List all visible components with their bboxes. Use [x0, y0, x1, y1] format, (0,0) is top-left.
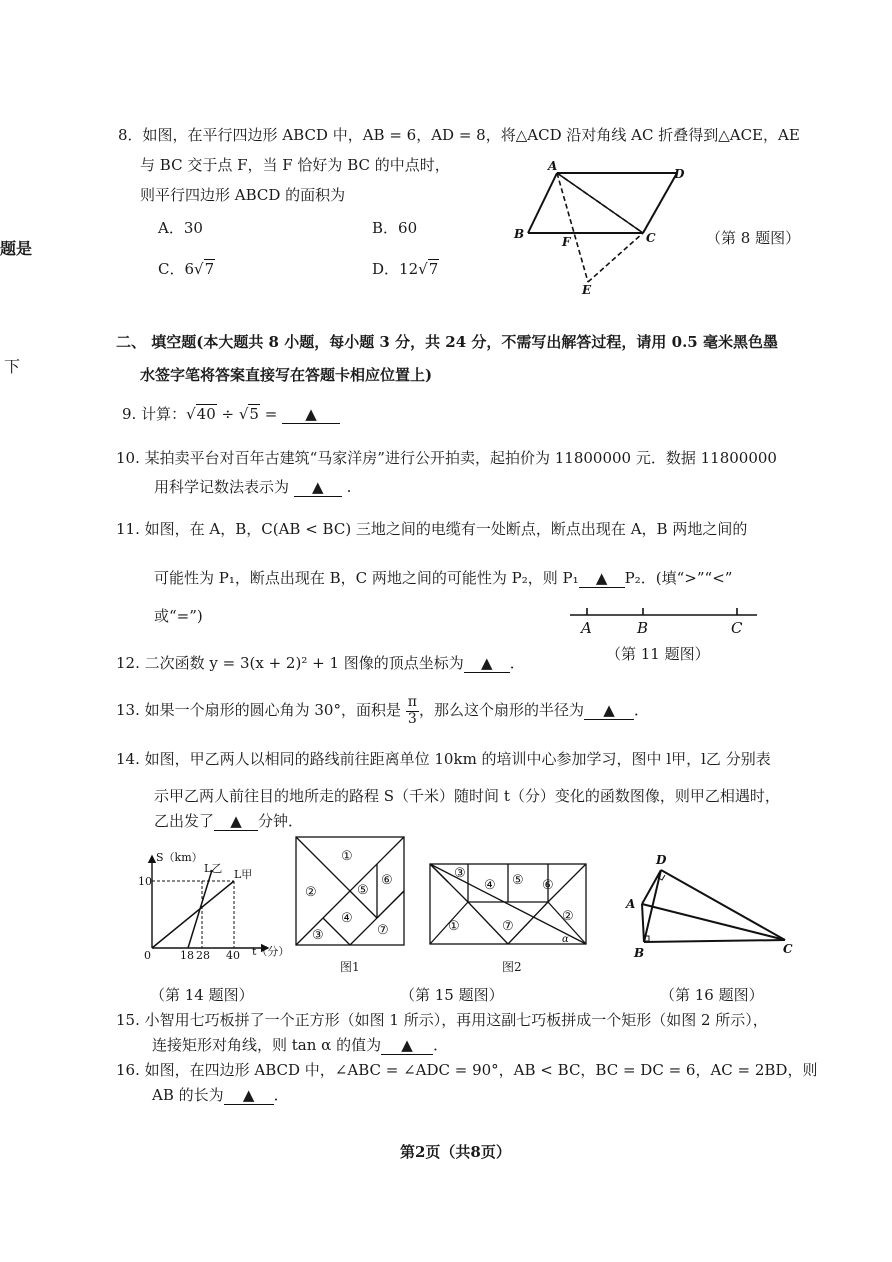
q9: 9. 计算：√40 ÷ √5 = ▲ — [122, 403, 340, 424]
q16-edge-ad — [642, 870, 661, 904]
q15-fig2-piece-3: ③ — [454, 866, 466, 881]
q8-dashed-ce — [588, 233, 643, 282]
q14-x-tick-0: 0 — [144, 949, 151, 962]
q15-line2-post: ． — [433, 1036, 449, 1054]
q11-label-c: C — [731, 619, 743, 637]
q12-answer-blank[interactable]: ▲ — [464, 654, 510, 673]
q8-option-c-prefix: C．6 — [158, 260, 195, 278]
q16-edge-bc — [644, 940, 785, 942]
q10-line1: 10. 某拍卖平台对百年古建筑“马家洋房”进行公开拍卖，起拍价为 11800000 元．数据 11800000 — [116, 449, 777, 467]
q15-fig2-piece-1: ① — [448, 919, 460, 934]
q15-fig1-piece-6: ⑥ — [381, 873, 393, 888]
q11-figure — [565, 603, 765, 643]
q8-option-c-radicand: 7 — [204, 260, 215, 278]
q8-label-a: A — [548, 159, 558, 173]
q13-frac-num: π — [407, 694, 417, 711]
q11-line3: 或“=”) — [154, 607, 203, 625]
q16-label-d: D — [656, 853, 667, 867]
q15-fig2-piece-4: ④ — [484, 878, 496, 893]
edge-fragment-2: 下 — [4, 357, 21, 376]
q15-fig1-piece-4: ④ — [341, 911, 353, 926]
q15-alpha: α — [562, 934, 569, 945]
q8-label-f: F — [562, 235, 571, 249]
q14-line2: 示甲乙两人前往目的地所走的路程 S（千米）随时间 t（分）变化的函数图像，则甲乙相遇时， — [154, 787, 780, 805]
q16-answer-blank[interactable]: ▲ — [224, 1086, 274, 1105]
q10-answer-blank[interactable]: ▲ — [294, 478, 342, 497]
q16-edge-dc — [661, 870, 785, 940]
q11-line1: 11. 如图，在 A，B，C(AB < BC) 三地之间的电缆有一处断点，断点出现在 A，B 两地之间的 — [116, 520, 748, 538]
section2-heading-line1: 二、 填空题(本大题共 8 小题，每小题 3 分，共 24 分，不需写出解答过程，请用 0.5 毫米黑色墨 — [116, 333, 778, 351]
q8-edge-ab — [528, 173, 557, 233]
q15-fig2-label: 图2 — [502, 960, 522, 974]
q15-figure2 — [428, 862, 590, 950]
q15-line2 — [152, 1034, 448, 1055]
q10-line2-text: 用科学记数法表示为 — [154, 478, 290, 496]
q15-fig1-piece-5: ⑤ — [357, 883, 369, 898]
q14-fig-caption: （第 14 题图） — [150, 986, 254, 1004]
q15-answer-blank[interactable]: ▲ — [381, 1036, 433, 1055]
q11-line2-post: P₂．(填“>”“<” — [624, 569, 733, 587]
q15-fig2-piece-5: ⑤ — [512, 873, 524, 888]
q8-label-b: B — [514, 227, 525, 241]
q8-line3: 则平行四边形 ABCD 的面积为 — [140, 186, 346, 204]
q8-option-d-radicand: 7 — [428, 260, 439, 278]
q15-fig2-piece-2: ② — [562, 909, 574, 924]
q14-graph — [138, 848, 288, 963]
q13-answer-blank[interactable]: ▲ — [584, 701, 634, 720]
q16-label-a: A — [626, 897, 636, 911]
q8-option-a[interactable]: A．30 — [158, 219, 203, 237]
section2-heading-line2: 水签字笔将答案直接写在答题卡相应位置上) — [140, 366, 433, 384]
q14-x-tick-28: 28 — [196, 949, 210, 962]
q15-fig1-piece-1: ① — [341, 849, 353, 864]
q15-fig1-piece-7: ⑦ — [377, 923, 389, 938]
q10-line2: 用科学记数法表示为 ▲ . — [154, 478, 352, 496]
q8-label-e: E — [582, 283, 592, 297]
q9-answer-blank[interactable]: ▲ — [282, 405, 340, 424]
q15-fig2-piece-7: ⑦ — [502, 919, 514, 934]
q15-line1: 15. 小智用七巧板拼了一个正方形（如图 1 所示），再用这副七巧板拼成一个矩形（如图 2 所示）， — [116, 1011, 768, 1029]
q15-fig2-piece-6: ⑥ — [542, 878, 554, 893]
edge-fragment-1: 题是 — [0, 239, 33, 258]
q16-figure — [620, 850, 800, 962]
q8-line1: 8．如图，在平行四边形 ABCD 中，AB = 6，AD = 8，将△ACD 沿对角线 AC 折叠得到△ACE，AE — [118, 126, 800, 144]
q14-line-yi — [188, 870, 212, 948]
q16-label-c: C — [783, 942, 793, 956]
q14-x-tick-18: 18 — [180, 949, 194, 962]
q13-fraction — [406, 695, 419, 727]
q14-line3-pre: 乙出发了 — [154, 812, 215, 830]
q14-line3 — [154, 810, 303, 831]
q14-label-l-jia: L甲 — [234, 868, 253, 881]
q16-fig-caption: （第 16 题图） — [660, 986, 764, 1004]
q14-s-label: S（km） — [156, 851, 203, 864]
q11-label-b: B — [637, 619, 649, 637]
q8-option-d[interactable]: D．12√7 — [372, 260, 439, 278]
q15-figure1 — [295, 836, 407, 948]
q16-diagonal-ac — [642, 904, 785, 940]
q8-figure — [510, 160, 710, 300]
q11-answer-blank[interactable]: ▲ — [579, 569, 625, 588]
q14-line1: 14. 如图，甲乙两人以相同的路线前往距离单位 10km 的培训中心参加学习，图中 l甲，l乙 分别表 — [116, 750, 771, 768]
q11-line2 — [154, 567, 732, 588]
q13-frac-den: 3 — [407, 710, 417, 727]
q8-dashed-ae — [557, 173, 588, 282]
q11-line2-pre: 可能性为 P₁，断点出现在 B，C 两地之间的可能性为 P₂，则 P₁ — [154, 569, 579, 587]
q12-text: 12. 二次函数 y = 3(x + 2)² + 1 图像的顶点坐标为 — [116, 654, 464, 672]
q16-line1: 16. 如图，在四边形 ABCD 中，∠ABC = ∠ADC = 90°，AB < BC，BC = DC = 6，AC = 2BD，则 — [116, 1061, 818, 1079]
q16-label-b: B — [634, 946, 645, 960]
q9-divide: ÷ — [216, 405, 239, 423]
page-footer: 第2页（共8页） — [400, 1143, 511, 1161]
q15-line2-pre: 连接矩形对角线，则 tan α 的值为 — [152, 1036, 382, 1054]
q15-fig1-piece-3: ③ — [312, 928, 324, 943]
q14-line-jia — [152, 881, 234, 948]
q14-label-l-yi: L乙 — [204, 862, 223, 875]
q14-x-tick-40: 40 — [226, 949, 240, 962]
q16-line2-pre: AB 的长为 — [152, 1086, 224, 1104]
q8-edge-cd — [643, 173, 677, 233]
q9-prefix: 9. 计算： — [122, 405, 187, 423]
q16-line2 — [152, 1084, 289, 1105]
q9-radicand-2: 5 — [249, 405, 259, 423]
q8-option-c[interactable]: C．6√7 — [158, 260, 215, 278]
q12: 12. 二次函数 y = 3(x + 2)² + 1 图像的顶点坐标为 ▲ ． — [116, 654, 525, 672]
q13-prefix: 13. 如果一个扇形的圆心角为 30°，面积是 — [116, 701, 401, 719]
q16-line2-post: ． — [273, 1086, 289, 1104]
q14-y-tick-10: 10 — [138, 875, 152, 888]
q11-fig-caption: （第 11 题图） — [606, 645, 710, 663]
q8-label-d: D — [674, 167, 685, 181]
q14-answer-blank[interactable]: ▲ — [214, 812, 258, 831]
q8-option-d-prefix: D．12 — [372, 260, 419, 278]
q15-fig1-label: 图1 — [340, 960, 360, 974]
q8-option-b[interactable]: B．60 — [372, 219, 418, 237]
q13: 13. 如果一个扇形的圆心角为 30°，面积是 $\frac{\pi}{3}$ ，那么这个扇形的半径为 ▲ ． — [116, 694, 649, 727]
q8-line2: 与 BC 交于点 F，当 F 恰好为 BC 的中点时， — [140, 156, 450, 174]
q8-fig-caption: （第 8 题图） — [706, 229, 801, 247]
q8-label-c: C — [646, 231, 656, 245]
q9-radicand-1: 40 — [196, 405, 216, 423]
q14-line3-post: 分钟． — [258, 812, 304, 830]
q14-t-label: t（分） — [252, 945, 290, 958]
q11-label-a: A — [581, 619, 592, 637]
q15-fig1-piece-2: ② — [305, 885, 317, 900]
q13-mid: ，那么这个扇形的半径为 — [418, 701, 584, 719]
q9-equals: = — [259, 405, 283, 423]
q15-fig-caption: （第 15 题图） — [400, 986, 504, 1004]
